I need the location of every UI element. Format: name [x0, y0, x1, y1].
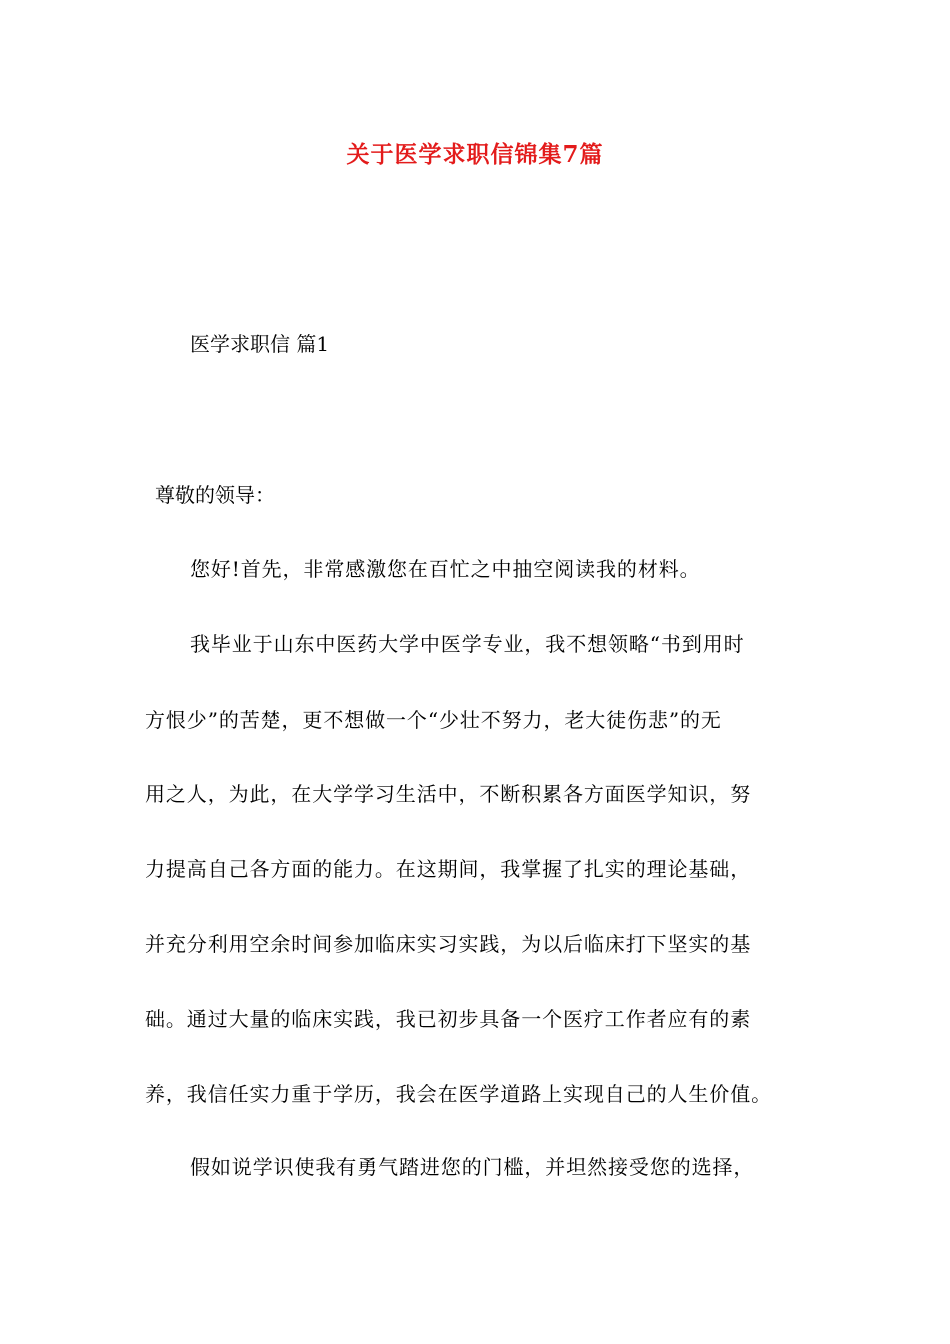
- document-title: 关于医学求职信锦集7篇: [346, 141, 604, 168]
- body-line: 您好!首先，非常感激您在百忙之中抽空阅读我的材料。: [190, 557, 701, 581]
- body-line: 方恨少”的苦楚，更不想做一个“少壮不努力，老大徒伤悲”的无: [145, 708, 722, 732]
- body-line: 础。通过大量的临床实践，我已初步具备一个医疗工作者应有的素: [145, 1007, 752, 1031]
- body-line: 我毕业于山东中医药大学中医学专业，我不想领略“书到用时: [190, 632, 745, 656]
- body-line: 力提高自己各方面的能力。在这期间，我掌握了扎实的理论基础，: [145, 857, 752, 881]
- body-line: 用之人，为此，在大学学习生活中，不断积累各方面医学知识，努: [145, 782, 752, 806]
- body-line: 养，我信任实力重于学历，我会在医学道路上实现自己的人生价值。: [145, 1082, 772, 1106]
- body-line: 并充分利用空余时间参加临床实习实践，为以后临床打下坚实的基: [145, 932, 752, 956]
- salutation: 尊敬的领导：: [155, 483, 275, 507]
- section-heading: 医学求职信 篇1: [190, 332, 330, 356]
- body-line: 假如说学识使我有勇气踏进您的门槛，并坦然接受您的选择，: [190, 1155, 755, 1179]
